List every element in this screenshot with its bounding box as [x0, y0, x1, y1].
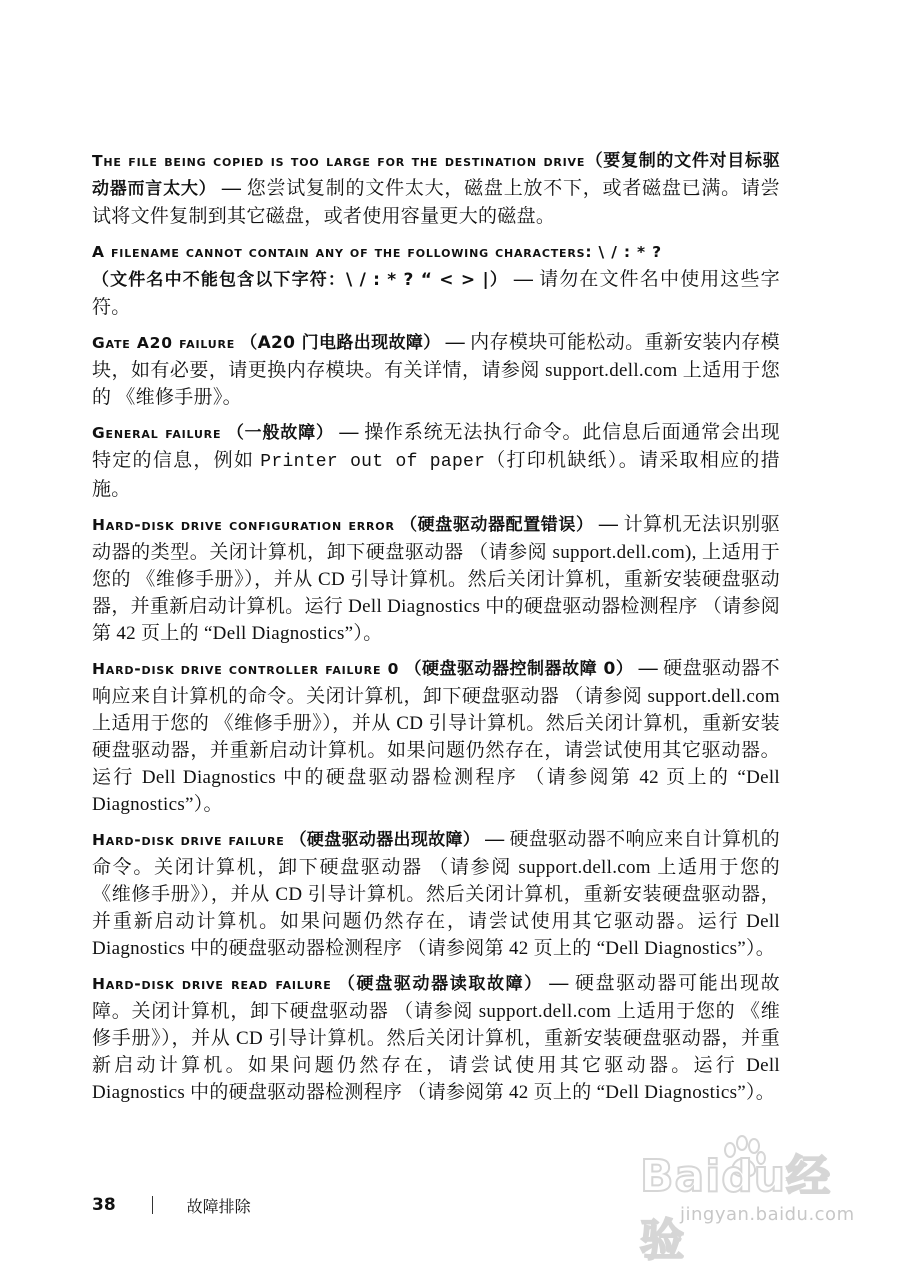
footer-divider [152, 1196, 153, 1214]
error-description: 计算机无法识别驱动器的类型。关闭计算机，卸下硬盘驱动器 （请参阅 support.dell.com), 上适用于您的 《维修手册》），并从 CD 引导计算机。然后关闭计算机，重新安装硬盘驱动器，并重新启动计算机。运行 Dell Diagnostics 中的硬盘驱动器检测程序 （请参阅第 42 页上的 “Dell Diagnostics”）。 [92, 514, 780, 644]
watermark-logo-text: Baidu经验 [640, 1151, 832, 1266]
error-term: Hard-disk drive read failure [92, 975, 332, 993]
em-dash: — [333, 422, 365, 443]
section-title: 故障排除 [186, 1196, 251, 1216]
error-term-translation: （A20 门电路出现故障） [240, 333, 441, 353]
em-dash: — [440, 332, 471, 353]
error-entry-general-failure [92, 419, 780, 503]
em-dash: — [508, 269, 540, 290]
error-term: Hard-disk drive controller failure 0 [92, 660, 400, 678]
error-entry-hdd-read [92, 970, 780, 1106]
error-description: 请勿在文件名中使用这些字符。 [92, 269, 780, 318]
error-description-continued: （打印机缺纸）。请采取相应的措施。 [92, 450, 780, 500]
error-term: Gate A20 failure [92, 334, 236, 352]
error-description: 操作系统无法执行命令。此信息后面通常会出现特定的信息，例如 [92, 422, 780, 471]
error-entry-hdd-controller [92, 655, 780, 818]
error-term-translation: （要复制的文件对目标驱动器而言太大） [92, 151, 780, 199]
error-description: 硬盘驱动器可能出现故障。关闭计算机，卸下硬盘驱动器 （请参阅 support.dell.com 上适用于您的 《维修手册》），并从 CD 引导计算机。然后关闭计算机，重新安装硬盘驱动器，并重新启动计算机。如果问题仍然存在，请尝试使用其它驱动器。运行 Dell Diagnostics 中的硬盘驱动器检测程序 （请参阅第 42 页上的 “Dell Diagnostics”）。 [92, 973, 780, 1103]
error-term: General failure [92, 424, 222, 442]
error-description: 硬盘驱动器不响应来自计算机的命令。关闭计算机，卸下硬盘驱动器 （请参阅 support.dell.com 上适用于您的 《维修手册》），并从 CD 引导计算机。然后关闭计算机，重新安装硬盘驱动器，并重新启动计算机。如果问题仍然存在，请尝试使用其它驱动器。运行 Dell Diagnostics 中的硬盘驱动器检测程序 （请参阅第 42 页上的 “Dell Diagnostics”）。 [92, 658, 780, 815]
error-term: The file being copied is too large for the destination drive [92, 152, 586, 170]
error-term-translation: （文件名中不能包含以下字符：\ / : * ? “ < > |） [92, 270, 509, 290]
document-body [92, 147, 780, 1114]
error-entry-gate-a20 [92, 329, 780, 411]
em-dash: — [633, 658, 664, 679]
error-term: Hard-disk drive configuration error [92, 516, 395, 534]
error-entry-hdd-config [92, 511, 780, 647]
error-description: 硬盘驱动器不响应来自计算机的命令。关闭计算机，卸下硬盘驱动器 （请参阅 support.dell.com 上适用于您的 《维修手册》），并从 CD 引导计算机。然后关闭计算机，重新安装硬盘驱动器，并重新启动计算机。如果问题仍然存在，请尝试使用其它驱动器。运行 Dell Diagnostics 中的硬盘驱动器检测程序 （请参阅第 42 页上的 “Dell Diagnostics”）。 [92, 829, 780, 959]
error-term: Hard-disk drive failure [92, 831, 285, 849]
error-term-translation: （硬盘驱动器控制器故障 0） [404, 659, 634, 679]
error-term-translation: （硬盘驱动器配置错误） [400, 515, 594, 535]
error-description: 内存模块可能松动。重新安装内存模块，如有必要，请更换内存模块。有关详情，请参阅 support.dell.com 上适用于您的 《维修手册》。 [92, 332, 780, 408]
error-entry-hdd-failure [92, 826, 780, 962]
baidu-watermark [640, 1140, 865, 1266]
error-message-code: Printer out of paper [260, 452, 486, 472]
error-term-translation: （一般故障） [226, 423, 334, 443]
error-term: A filename cannot contain any of the following characters: \ / : * ? [92, 243, 662, 261]
em-dash: — [542, 973, 575, 994]
page-footer [92, 1190, 251, 1220]
error-entry-file-too-large [92, 147, 780, 230]
em-dash: — [216, 178, 247, 199]
error-term-translation: （硬盘驱动器出现故障） [289, 830, 481, 850]
em-dash: — [480, 829, 510, 850]
error-term-translation: （硬盘驱动器读取故障） [337, 974, 543, 994]
em-dash: — [593, 514, 624, 535]
error-description: 您尝试复制的文件太大，磁盘上放不下，或者磁盘已满。请尝试将文件复制到其它磁盘，或者使用容量更大的磁盘。 [92, 178, 780, 227]
error-entry-invalid-filename [92, 238, 780, 321]
watermark-url: jingyan.baidu.com [680, 1204, 855, 1225]
page-number: 38 [92, 1195, 116, 1215]
